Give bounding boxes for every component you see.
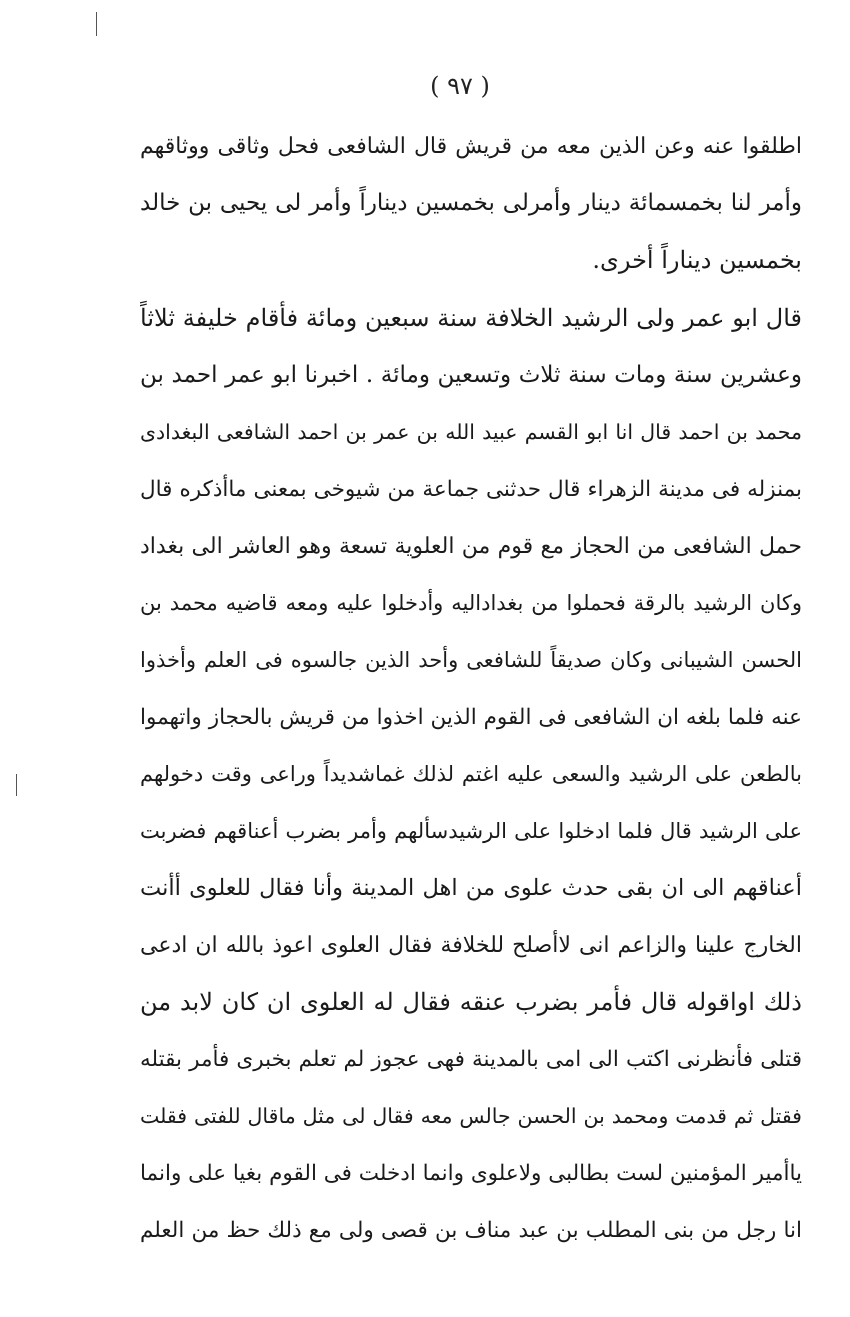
text-line: محمد بن احمد قال انا ابو القسم عبيد الله بن عمر بن احمد الشافعى البغدادى: [140, 420, 802, 444]
scan-mark: [16, 774, 17, 796]
paragraph-1: [140, 118, 802, 289]
text-line: اطلقوا عنه وعن الذين معه من قريش قال الشافعى فحل وثاقى ووثاقهم: [140, 134, 802, 159]
text-line: قال ابو عمر ولى الرشيد الخلافة سنة سبعين ومائة فأقام خليفة ثلاثاً: [140, 304, 802, 332]
paragraph-2: [140, 290, 802, 1259]
text-line: وأمر لنا بخمسمائة دينار وأمرلى بخمسين ديناراً وأمر لى يحيى بن خالد: [140, 190, 802, 216]
text-line: ذلك اواقوله قال فأمر بضرب عنقه فقال له العلوى ان كان لابد من: [140, 988, 802, 1016]
text-line: الحسن الشيبانى وكان صديقاً للشافعى وأحد الذين جالسوه فى العلم وأخذوا: [140, 648, 802, 672]
page-number: ( ٩٧ ): [430, 72, 490, 100]
text-line: ياأمير المؤمنين لست بطالبى ولاعلوى وانما ادخلت فى القوم بغيا على وانما: [140, 1161, 802, 1186]
text-line: حمل الشافعى من الحجاز مع قوم من العلوية تسعة وهو العاشر الى بغداد: [140, 534, 802, 559]
text-line: وكان الرشيد بالرقة فحملوا من بغداداليه وأدخلوا عليه ومعه قاضيه محمد بن: [140, 591, 802, 615]
text-line: عنه فلما بلغه ان الشافعى فى القوم الذين اخذوا من قريش بالحجاز واتهموا: [140, 705, 802, 730]
text-line: على الرشيد قال فلما ادخلوا على الرشيدسألهم وأمر بضرب أعناقهم فضربت: [140, 819, 802, 843]
text-line: قتلى فأنظرنى اكتب الى امى بالمدينة فهى عجوز لم تعلم بخبرى فأمر بقتله: [140, 1047, 802, 1072]
text-line: بمنزله فى مدينة الزهراء قال حدثنى جماعة من شيوخى بمعنى ماأذكره قال: [140, 477, 802, 502]
text-line: فقتل ثم قدمت ومحمد بن الحسن جالس معه فقال لى مثل ماقال للفتى فقلت: [140, 1104, 802, 1128]
text-line: انا رجل من بنى المطلب بن عبد مناف بن قصى ولى مع ذلك حظ من العلم: [140, 1218, 802, 1243]
text-line: بالطعن على الرشيد والسعى عليه اغتم لذلك غماشديداً وراعى وقت دخولهم: [140, 762, 802, 786]
scan-mark: [96, 12, 97, 36]
text-line: أعناقهم الى ان بقى حدث علوى من اهل المدينة وأنا فقال للعلوى أأنت: [140, 875, 802, 901]
text-line: بخمسين ديناراً أخرى.: [592, 246, 802, 274]
text-line: وعشرين سنة ومات سنة ثلاث وتسعين ومائة . اخبرنا ابو عمر احمد بن: [140, 362, 802, 388]
text-line: الخارج علينا والزاعم انى لاأصلح للخلافة فقال العلوى اعوذ بالله ان ادعى: [140, 933, 802, 958]
